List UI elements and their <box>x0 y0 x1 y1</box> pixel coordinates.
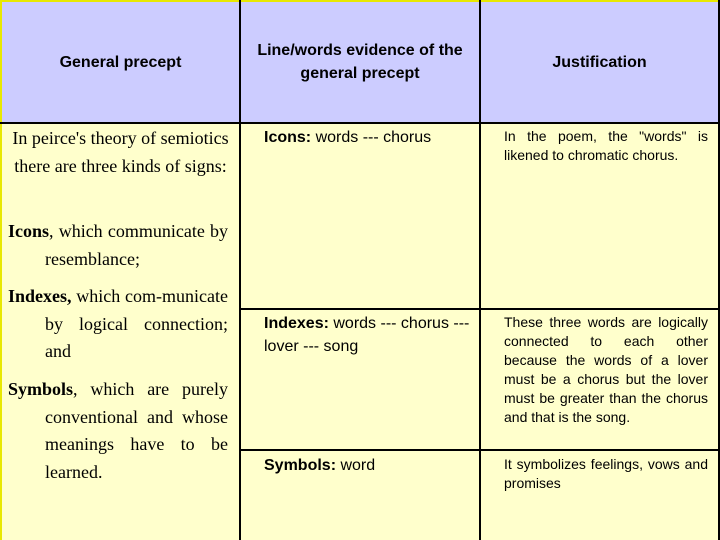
precept-intro: In peirce's theory of semiotics there are three kinds of signs: <box>12 128 229 176</box>
header-evidence <box>241 2 479 122</box>
evidence-indexes-term: Indexes: <box>264 315 329 332</box>
precept-symbols-text: , which are purely conventional and whose meanings have to be learned. <box>45 379 228 482</box>
precept-icons-text: , which communicate by resemblance; <box>45 221 228 269</box>
justification-icons: In the poem, the "words" is likened to chromatic chorus. <box>504 128 708 163</box>
precept-symbols-term: Symbols <box>8 379 74 399</box>
evidence-symbols-term: Symbols: <box>264 457 337 474</box>
evidence-symbols-text: word <box>336 457 376 474</box>
evidence-icons <box>264 126 476 149</box>
header-divider <box>0 122 720 124</box>
header-evidence-label: Line/words evidence of the general precept <box>257 42 463 82</box>
evidence-icons-term: Icons: <box>264 129 312 146</box>
evidence-symbols <box>264 454 476 477</box>
evidence-indexes-text: words --- chorus --- lover --- song <box>264 315 470 355</box>
header-general-precept <box>2 2 239 122</box>
precept-symbols <box>8 376 228 486</box>
precept-indexes-term: Indexes, <box>8 286 72 306</box>
header-justification <box>481 2 718 122</box>
precept-indexes <box>8 283 228 366</box>
precept-indexes-text: which com-municate by logical connection; and <box>45 286 228 361</box>
column-divider-2 <box>479 0 481 540</box>
header-general-precept-label: General precept <box>59 53 182 71</box>
evidence-icons-text: words --- chorus <box>311 129 432 146</box>
precept-icons <box>8 218 228 273</box>
column-divider-1 <box>239 0 241 540</box>
justification-symbols: It symbolizes feelings, vows and promises <box>504 456 708 491</box>
table-top-border <box>0 0 720 2</box>
evidence-indexes <box>264 312 476 358</box>
row-divider-1 <box>241 308 720 310</box>
row-divider-2 <box>241 449 720 451</box>
justification-indexes: These three words are logically connected to each other because the words of a lover must be a chorus but the lover must be greater than the chorus and that is the song. <box>504 314 708 425</box>
table-left-border <box>0 0 2 540</box>
header-justification-label: Justification <box>552 53 647 71</box>
precept-icons-term: Icons <box>8 221 50 241</box>
